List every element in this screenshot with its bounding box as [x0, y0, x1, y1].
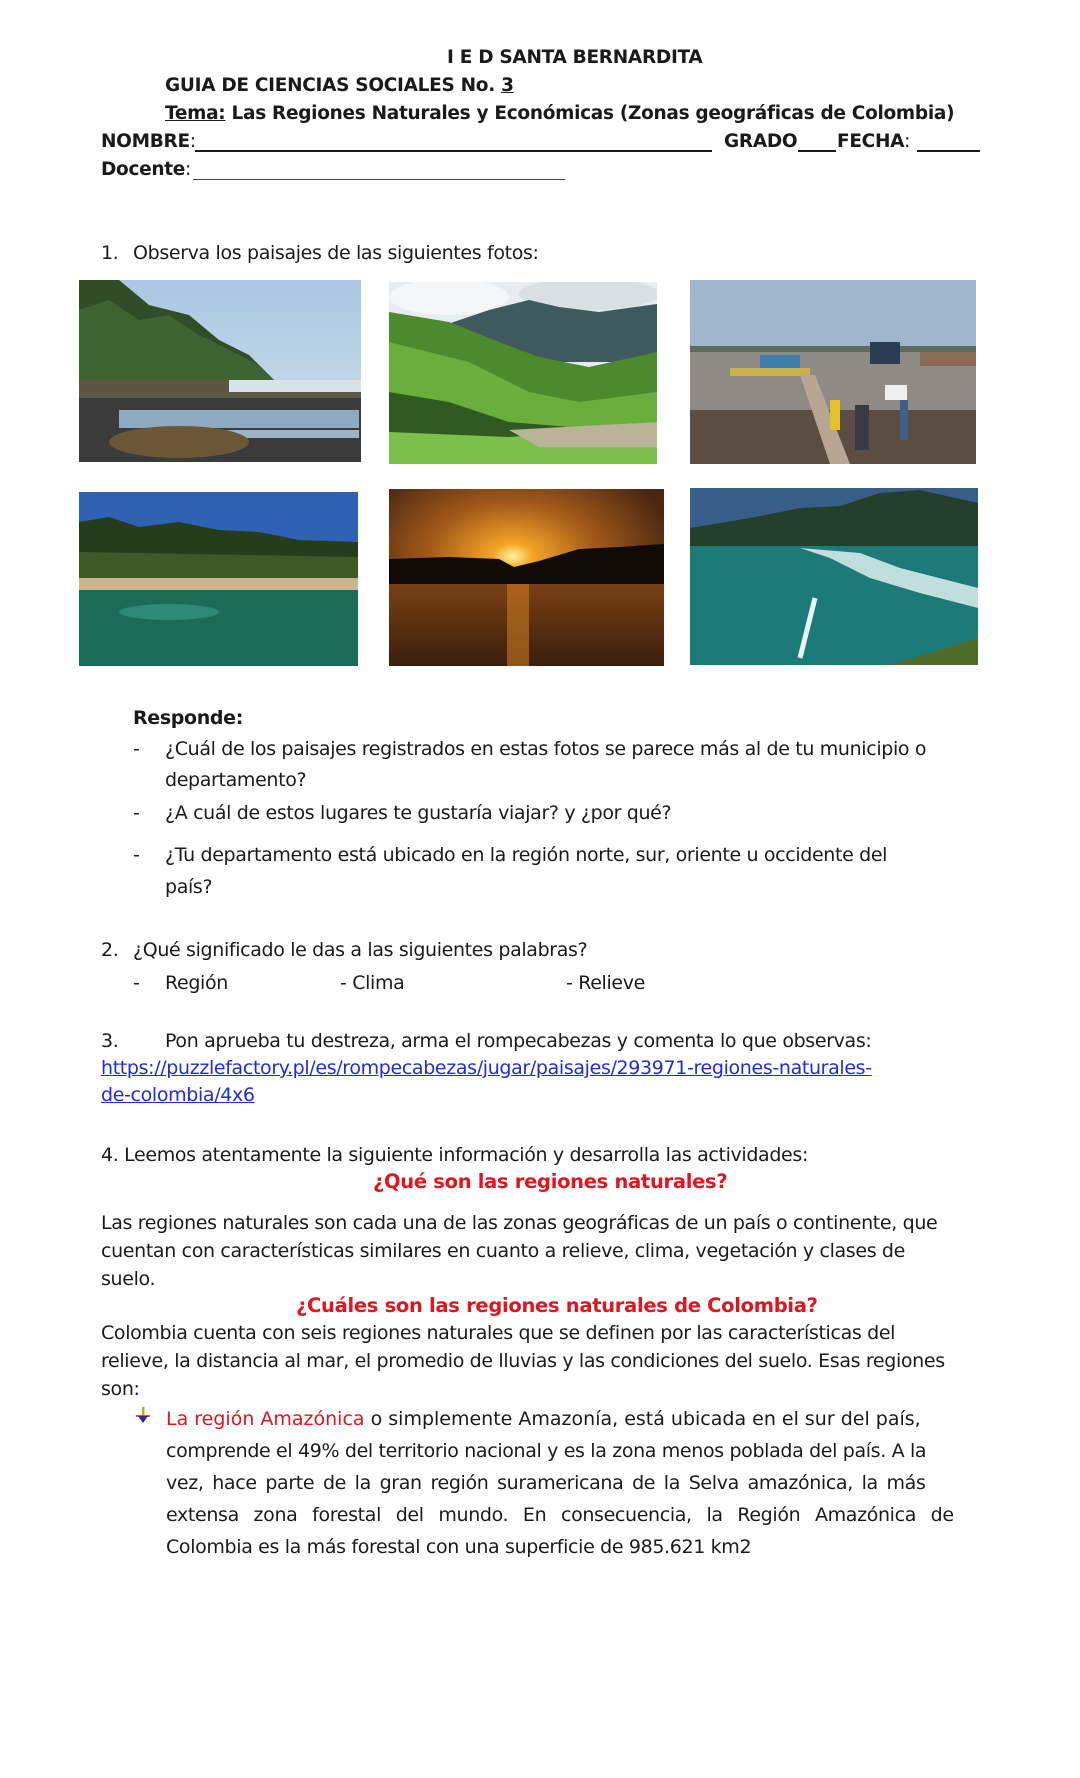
bullet-line1 — [166, 1407, 988, 1431]
puzzle-link-continued[interactable] — [101, 1084, 255, 1106]
tema-line — [165, 102, 954, 126]
photo-rocky-beach-forest — [79, 280, 361, 462]
school-name: I E D SANTA BERNARDITA — [447, 47, 703, 68]
responde-label: Responde: — [133, 707, 243, 729]
docente-label: Docente — [101, 159, 186, 180]
photo-forest-coast-turquoise-water — [79, 492, 358, 666]
fecha-row — [837, 130, 910, 154]
question-2-line1: ¿A cuál de estos lugares te gustaría viajar? y ¿por qué? — [165, 802, 672, 824]
tema-text: Las Regiones Naturales y Económicas (Zonas geográficas de Colombia) — [225, 103, 955, 124]
nombre-field[interactable] — [195, 150, 712, 152]
guide-title-text: GUIA DE CIENCIAS SOCIALES No. — [165, 75, 502, 96]
grado-label: GRADO — [724, 131, 798, 152]
bullet-line3: vez, hace parte de la gran región suramericana de la Selva amazónica, la más — [166, 1472, 926, 1494]
bullet-line2: comprende el 49% del territorio nacional y es la zona menos poblada del país. A la — [166, 1440, 927, 1462]
question-3-line1: ¿Tu departamento está ubicado en la región norte, sur, oriente u occidente del — [165, 844, 888, 866]
puzzle-link-line2[interactable]: de-colombia/4x6 — [101, 1084, 255, 1106]
docente-colon: : — [185, 159, 191, 180]
photo-river-port-people — [690, 280, 976, 464]
section1-number: 1. — [101, 242, 119, 264]
fecha-field[interactable] — [917, 150, 980, 152]
bullet-line4: extensa zona forestal del mundo. En consecuencia, la Región Amazónica de — [166, 1504, 954, 1526]
para1-line1: Las regiones naturales son cada una de las zonas geográficas de un país o continente, que — [101, 1212, 938, 1234]
guide-title — [165, 74, 514, 98]
para2-line2: relieve, la distancia al mar, el promedio de lluvias y las condiciones del suelo. Esas regiones — [101, 1350, 945, 1372]
section2-dash: - — [133, 972, 140, 994]
section3-number: 3. — [101, 1030, 119, 1052]
word-clima: - Clima — [340, 972, 405, 994]
region-amazonica-highlight: La región Amazónica — [166, 1408, 365, 1430]
fecha-label: FECHA — [837, 131, 905, 152]
section3-text: Pon aprueba tu destreza, arma el rompecabezas y comenta lo que observas: — [165, 1030, 872, 1052]
grado-field[interactable] — [798, 150, 836, 152]
bullet-line1-rest: o simplemente Amazonía, está ubicada en el sur del país, — [364, 1408, 921, 1430]
fecha-colon: : — [904, 131, 911, 152]
para1-line2: cuentan con características similares en cuanto a relieve, clima, vegetación y clases de — [101, 1240, 905, 1262]
question-3-line2: país? — [165, 876, 213, 898]
para2-line1: Colombia cuenta con seis regiones naturales que se definen por las características del — [101, 1322, 896, 1344]
heading-que-son-regiones: ¿Qué son las regiones naturales? — [373, 1170, 728, 1193]
question-1-line2: departamento? — [165, 769, 307, 791]
docente-field[interactable] — [193, 179, 565, 180]
bullet-line5: Colombia es la más forestal con una superficie de 985.621 km2 — [166, 1536, 752, 1558]
para1-line3: suelo. — [101, 1268, 156, 1290]
guide-number: 3 — [501, 75, 514, 96]
nombre-row — [101, 130, 196, 154]
puzzle-link-line1[interactable]: https://puzzlefactory.pl/es/rompecabezas/jugar/paisajes/293971-regiones-naturales- — [101, 1057, 872, 1079]
nombre-label: NOMBRE — [101, 131, 190, 152]
puzzle-link[interactable] — [101, 1057, 872, 1079]
photo-bay-with-waves-mountains — [690, 488, 978, 665]
question-3-dash: - — [133, 844, 140, 866]
docente-row — [101, 158, 191, 182]
para2-line3: son: — [101, 1378, 140, 1400]
word-region: Región — [165, 972, 228, 994]
photo-green-mountain-valley — [389, 282, 657, 464]
question-1-line1: ¿Cuál de los paisajes registrados en estas fotos se parece más al de tu municipio o — [165, 738, 927, 760]
nombre-colon: : — [189, 131, 196, 152]
section2-number: 2. — [101, 939, 119, 961]
section2-question: ¿Qué significado le das a las siguientes palabras? — [133, 939, 588, 961]
question-1-dash: - — [133, 738, 140, 760]
tema-label: Tema: — [165, 103, 226, 124]
question-2-dash: - — [133, 802, 140, 824]
arrow-down-bullet-icon — [134, 1406, 152, 1424]
word-relieve: - Relieve — [566, 972, 645, 994]
photo-sunset-over-lake — [389, 489, 664, 666]
section4-intro: 4. Leemos atentamente la siguiente información y desarrolla las actividades: — [101, 1144, 808, 1166]
section1-instruction: Observa los paisajes de las siguientes fotos: — [133, 242, 539, 264]
heading-cuales-regiones-colombia: ¿Cuáles son las regiones naturales de Colombia? — [296, 1294, 818, 1317]
